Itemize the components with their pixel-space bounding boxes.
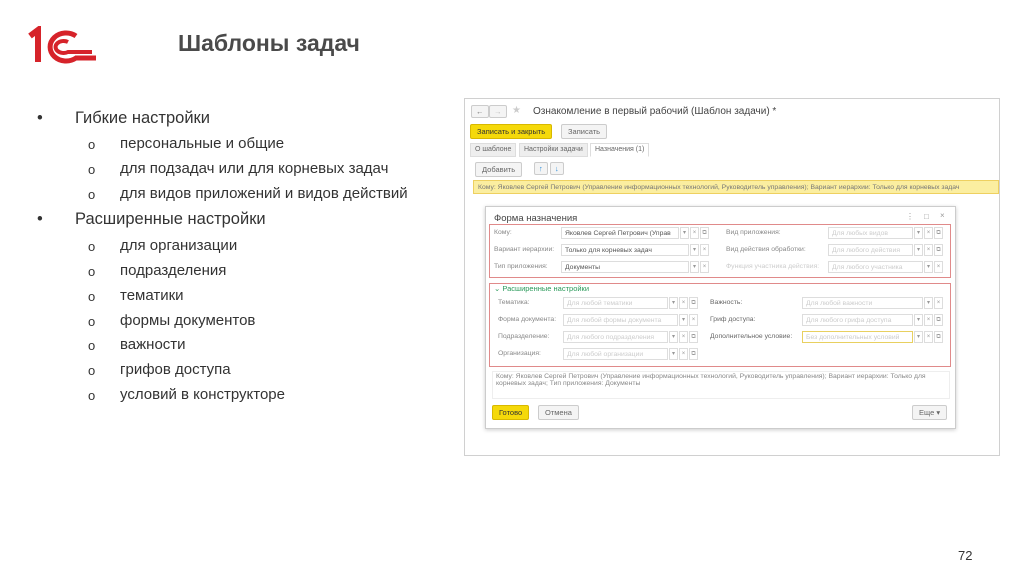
field-label: Вид действия обработки: — [726, 246, 806, 253]
hierarchy-field[interactable]: Только для корневых задач — [561, 244, 689, 256]
field-label: Организация: — [498, 350, 541, 357]
more-label: Еще — [919, 408, 935, 417]
dialog-title: Форма назначения — [494, 213, 578, 224]
sub-bullet: o условий в конструкторе — [120, 386, 285, 403]
field-label: Подразделение: — [498, 333, 550, 340]
move-down-button[interactable]: ↓ — [550, 162, 564, 175]
field-label: Вид приложения: — [726, 229, 781, 236]
doc-form-field[interactable]: Для любой формы документа — [563, 314, 678, 326]
star-icon[interactable]: ★ — [512, 105, 521, 116]
save-button[interactable]: Записать — [561, 124, 607, 139]
app-type-field[interactable]: Документы — [561, 261, 689, 273]
more-button[interactable]: Еще ▾ — [912, 405, 947, 420]
topic-field[interactable]: Для любой тематики — [563, 297, 668, 309]
tab-task-settings[interactable]: Настройки задачи — [519, 143, 588, 157]
advanced-settings-toggle[interactable]: ⌄ Расширенные настройки — [494, 284, 590, 293]
sub-bullet: o для подзадач или для корневых задач — [120, 160, 388, 177]
sub-bullet: o подразделения — [120, 262, 226, 279]
sub-bullet: o важности — [120, 336, 186, 353]
tab-about[interactable]: О шаблоне — [470, 143, 516, 157]
participant-field[interactable]: Для любого участника — [828, 261, 923, 273]
app-screenshot — [464, 98, 1000, 456]
recipient-field[interactable]: Яковлев Сергей Петрович (Управ — [561, 227, 679, 239]
back-button[interactable]: ← — [471, 105, 489, 118]
importance-field[interactable]: Для любой важности — [802, 297, 923, 309]
field-label: Тематика: — [498, 299, 530, 306]
bullet: • Гибкие настройки — [75, 109, 210, 128]
field-label: Важность: — [710, 299, 743, 306]
extra-condition-field[interactable]: Без дополнительных условий — [802, 331, 913, 343]
field-label: Гриф доступа: — [710, 316, 756, 323]
department-field[interactable]: Для любого подразделения — [563, 331, 668, 343]
field-label: Вариант иерархии: — [494, 246, 555, 253]
maximize-icon[interactable]: □ — [924, 212, 929, 221]
move-up-button[interactable]: ↑ — [534, 162, 548, 175]
sub-bullet: o персональные и общие — [120, 135, 284, 152]
field-label: Функция участника действия: — [726, 263, 820, 270]
window-title: Ознакомление в первый рабочий (Шаблон задачи) * — [533, 106, 777, 117]
more-icon[interactable]: ⋮ — [906, 212, 914, 221]
cancel-button[interactable]: Отмена — [538, 405, 579, 420]
close-icon[interactable]: × — [940, 211, 945, 220]
sub-bullet: o грифов доступа — [120, 361, 231, 378]
bullet: • Расширенные настройки — [75, 210, 266, 229]
app-kind-field[interactable]: Для любых видов — [828, 227, 913, 239]
assignment-row[interactable]: Кому: Яковлев Сергей Петрович (Управление информационных технологий, Руководитель управления); Вариант иерархии: Только для корневых задач — [473, 180, 999, 194]
access-field[interactable]: Для любого грифа доступа — [802, 314, 913, 326]
field-label: Кому: — [494, 229, 512, 236]
forward-button[interactable]: → — [489, 105, 507, 118]
tab-assignments[interactable]: Назначения (1) — [590, 143, 649, 157]
1c-logo — [26, 26, 100, 66]
organization-field[interactable]: Для любой организации — [563, 348, 668, 360]
sub-bullet: o тематики — [120, 287, 184, 304]
field-label: Форма документа: — [498, 316, 557, 323]
ok-button[interactable]: Готово — [492, 405, 529, 420]
advanced-title: Расширенные настройки — [502, 284, 590, 293]
action-kind-field[interactable]: Для любого действия — [828, 244, 913, 256]
field-label: Тип приложения: — [494, 263, 548, 270]
summary-text: Кому: Яковлев Сергей Петрович (Управление информационных технологий, Руководитель управления); Вариант иерархии: Только для корневых задач; Тип приложения: Документы — [492, 371, 950, 399]
page-number: 72 — [958, 548, 973, 563]
assignment-dialog: Форма назначения ⋮ □ × Кому: Яковлев Сергей Петрович (Управ ▾ × ⧉ Вариант иерархии: Только для корневых задач ▾ × Тип приложения: Документы ▾ × Вид приложения: Для любых видов ▾ × ⧉ Вид действия обработки: Для любого действия ▾ × ⧉ Функция участника действия: Для любого участника ▾ × ⌄ Расширенные настройки Тематика: Для любой тематики ▾ × ⧉ Форма документа: Для любой формы документа ▾ × Подразделение: Для любого подразделения ▾ × ⧉ Организация: Для любой организации ▾ × ⧉ Важность: Для любой важности ▾ × Гриф доступа: Для любого грифа доступа ▾ × ⧉ Дополнительное условие: Без дополнительных условий ▾ × ⧉ Кому: Яковлев Сергей Петрович (Управление информационных технологий, Руководитель управления); Вариант иерархии: Только для корневых задач; Тип приложения: Документы Готово Отмена Еще ▾ — [485, 206, 956, 429]
save-close-button[interactable]: Записать и закрыть — [470, 124, 552, 139]
page-title: Шаблоны задач — [178, 30, 360, 56]
sub-bullet: o формы документов — [120, 312, 255, 329]
sub-bullet: o для организации — [120, 237, 237, 254]
sub-bullet: o для видов приложений и видов действий — [120, 185, 408, 202]
field-label: Дополнительное условие: — [710, 333, 793, 340]
add-button[interactable]: Добавить — [475, 162, 522, 177]
